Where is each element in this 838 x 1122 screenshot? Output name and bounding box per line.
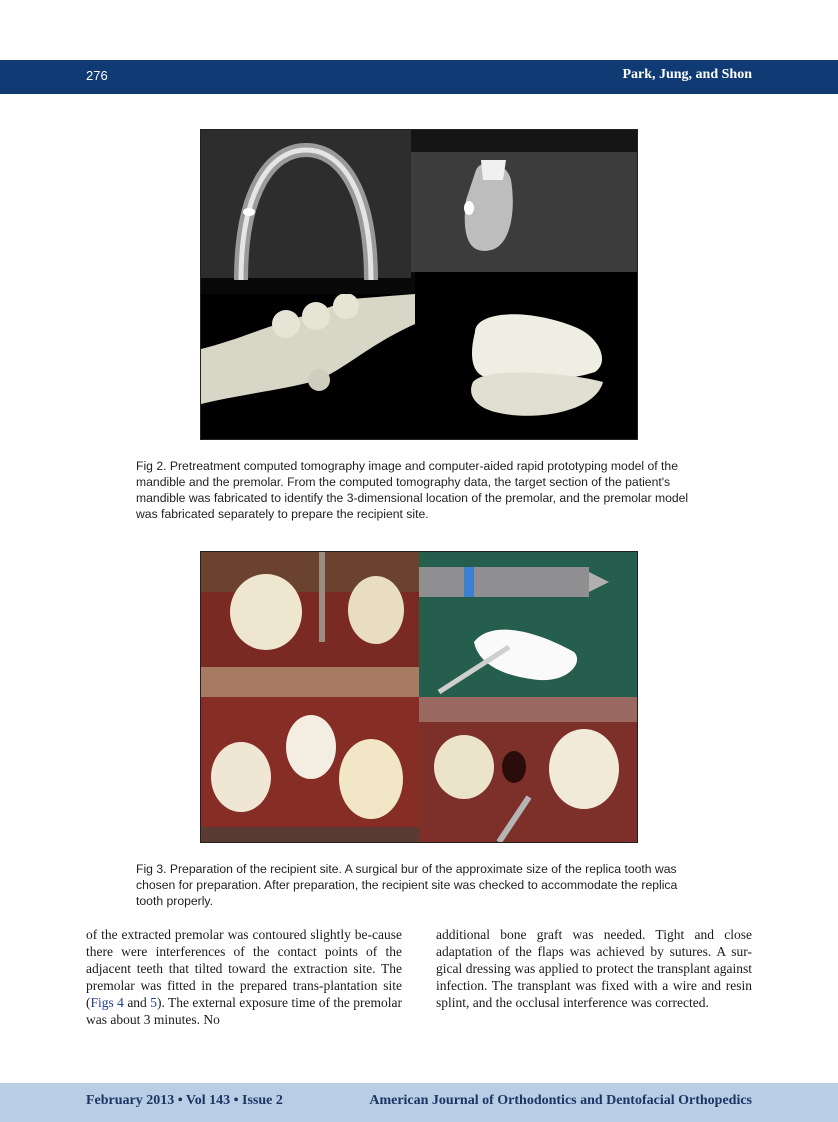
premolar-model-image <box>415 272 637 439</box>
mandible-model-panel <box>201 294 415 439</box>
page-header <box>0 60 838 94</box>
body-left-text-1: of the extracted premolar was contoured slightly be-cause there were interferences of the contact points of the adjacent teeth that tilted toward the extraction site. The premolar was fitted in the prepared trans-plantation site ( <box>86 927 402 1010</box>
premolar-model-panel <box>415 272 637 439</box>
ct-coronal-panel <box>411 130 637 272</box>
prepared-socket-image <box>419 697 637 842</box>
journal-name: American Journal of Orthodontics and Dentofacial Orthopedics <box>369 1093 752 1108</box>
ct-coronal-image <box>411 130 637 272</box>
replica-try-in-image <box>201 697 419 842</box>
running-head-authors: Park, Jung, and Shon <box>622 67 752 82</box>
page-number: 276 <box>86 68 108 83</box>
figure-5-link[interactable]: 5 <box>150 995 157 1010</box>
ct-axial-image <box>201 130 411 294</box>
body-column-right <box>436 926 752 1011</box>
figure-4-link[interactable]: Figs 4 <box>90 995 124 1010</box>
body-column-left <box>86 926 402 1028</box>
replica-try-in-panel <box>201 697 419 842</box>
bur-and-replica-panel <box>419 552 637 697</box>
body-left-text-2: ). The external exposure time of the premolar was about 3 minutes. No <box>86 995 403 1027</box>
issue-info: February 2013 • Vol 143 • Issue 2 <box>86 1093 283 1108</box>
figure-2 <box>200 129 638 440</box>
body-left-and: and <box>123 995 151 1010</box>
ct-axial-panel <box>201 130 411 294</box>
figure-3-caption: Fig 3. Preparation of the recipient site. A surgical bur of the approximate size of the replica tooth was chosen for preparation. After preparation, the recipient site was checked to accommodate the replica tooth properly. <box>136 862 678 908</box>
recipient-site-panel <box>201 552 419 697</box>
bur-and-replica-image <box>419 552 637 697</box>
figure-3 <box>200 551 638 843</box>
mandible-model-image <box>201 294 415 439</box>
prepared-socket-panel <box>419 697 637 842</box>
page-footer <box>0 1083 838 1122</box>
recipient-site-image <box>201 552 419 697</box>
figure-2-caption: Fig 2. Pretreatment computed tomography image and computer-aided rapid prototyping model of the mandible and the premolar. From the computed tomography data, the target section of the patient's mandible was fabricated to identify the 3-dimensional location of the premolar, and the premolar model was fabricated separately to prepare the recipient site. <box>136 459 689 521</box>
body-right-text: additional bone graft was needed. Tight and close adaptation of the flaps was achieved by sutures. A sur-gical dressing was applied to protect the transplant against infection. The transplant was fixed with a wire and resin splint, and the occlusal interference was corrected. <box>436 927 752 1010</box>
